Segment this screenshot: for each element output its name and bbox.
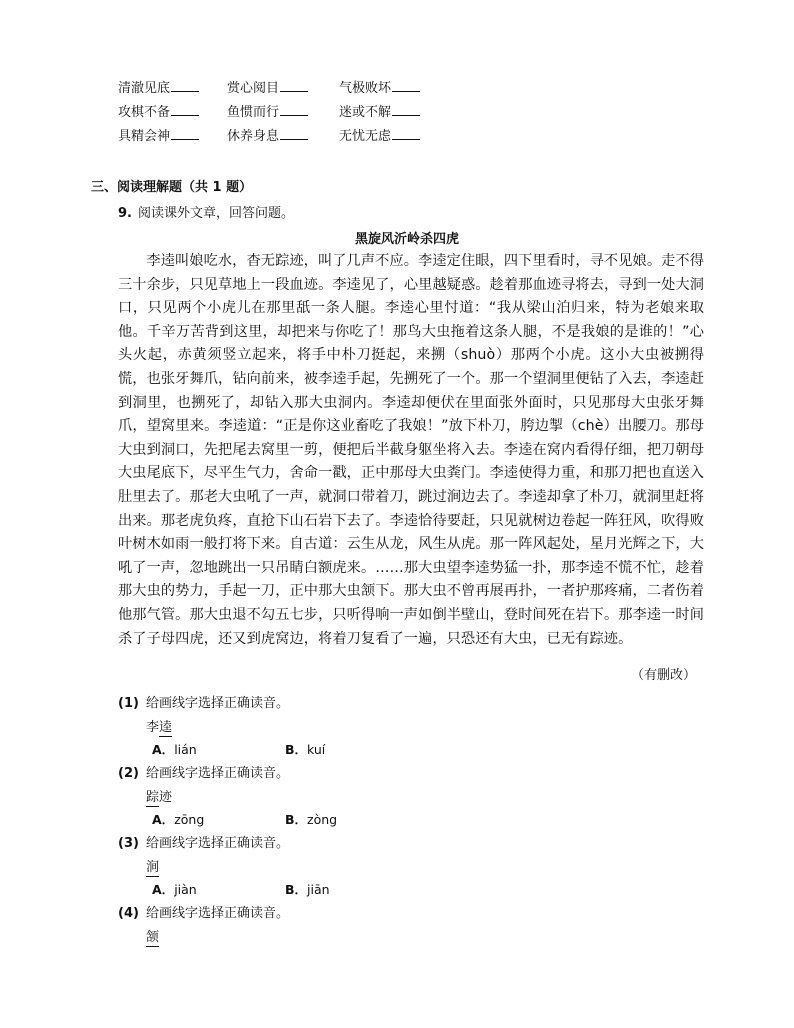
target-word [146,926,159,945]
idiom-item: 赏心阅目 [227,77,339,96]
section-heading: 三、阅读理解题（共 1 题） [91,180,253,195]
answer-blank[interactable] [171,128,199,140]
article-title-wrap [0,228,794,247]
idiom-item: 攻棋不备 [118,101,227,120]
idiom-item: 鱼惯而行 [227,101,339,120]
underlined-character: 逵 [159,720,173,735]
option-a[interactable]: A．lián [152,742,197,757]
option-b[interactable]: B．kuí [285,742,326,757]
target-word [146,786,172,805]
option-b[interactable]: B．jiān [285,882,330,897]
idiom-row [118,122,448,146]
source-note: （有删改） [630,668,696,683]
idiom-item: 迷或不解 [339,101,448,120]
option-b[interactable]: B．zòng [285,812,338,827]
answer-blank[interactable] [392,80,420,92]
question-9 [118,202,294,221]
option-a[interactable]: A．jiàn [152,882,197,897]
idiom-item: 气极败坏 [339,77,448,96]
idiom-row [118,98,448,122]
target-word [146,856,159,875]
sub-question-4: (4) 给画线字选择正确读音。 [118,906,290,921]
target-word [146,716,172,735]
options-row [152,740,418,758]
target-word-suffix: 迹 [159,790,173,805]
sub-question-1: (1) 给画线字选择正确读音。 [118,696,290,711]
answer-blank[interactable] [392,104,420,116]
answer-blank[interactable] [392,128,420,140]
sub-question-3: (3) 给画线字选择正确读音。 [118,836,290,851]
article-title: 黑旋风沂岭杀四虎 [354,232,459,247]
idiom-item: 清澈见底 [118,77,227,96]
options-row [152,810,418,828]
underlined-character: 踪 [146,790,160,805]
idiom-item: 休养身息 [227,125,339,144]
underlined-character: 涧 [146,860,160,875]
answer-blank[interactable] [280,80,308,92]
question-text: 阅读课外文章，回答问题。 [137,206,294,221]
answer-blank[interactable] [280,104,308,116]
idiom-item: 无忧无虑 [339,125,448,144]
target-word-prefix: 李 [146,720,160,735]
underlined-character: 颔 [146,930,160,945]
options-row [152,880,418,898]
idiom-row [118,74,448,98]
answer-blank[interactable] [171,80,199,92]
idiom-correction-grid [118,74,448,146]
idiom-item: 具精会神 [118,125,227,144]
answer-blank[interactable] [280,128,308,140]
option-a[interactable]: A．zōng [152,812,205,827]
article-body: 李逵叫娘吃水，杳无踪迹，叫了几声不应。李逵定住眼，四下里看时，寻不见娘。走不得三十余步，只见草地上一段血迹。李逵见了，心里越疑惑。趁着那血迹寻将去，寻到一处大洞口，只见两个小虎儿在那里舐一条人腿。李逵心里忖道：“我从梁山泊归来，特为老娘来取他。千辛万苦背到这里，却把来与你吃了！那鸟大虫拖着这条人腿，不是我娘的是谁的！”心头火起，赤黄须竖立起来，将手中朴刀挺起，来搠（shuò）那两个小虎。这小大虫被搠得慌，也张牙舞爪，钻向前来，被李逵手起，先搠死了一个。那一个望洞里便钻了入去，李逵赶到洞里，也搠死了，却钻入那大虫洞内。李逵却便伏在里面张外面时，只见那母大虫张牙舞爪，望窝里来。李逵道：“正是你这业畜吃了我娘！”放下朴刀，胯边掣（chè）出腰刀。那母大虫到洞口，先把尾去窝里一剪，便把后半截身躯坐将入去。李逵在窝内看得仔细，把刀朝母大虫尾底下，尽平生气力，舍命一戳，正中那母大虫粪门。李逵使得力重，和那刀把也直送入肚里去了。那老大虫吼了一声，就洞口带着刀，跳过涧边去了。李逵却拿了朴刀，就洞里赶将出来。那老虎负疼，直抢下山石岩下去了。李逵恰待要赶，只见就树边卷起一阵狂风，吹得败叶树木如雨一般打将下来。自古道：云生从龙，风生从虎。那一阵风起处，星月光辉之下，大吼了一声，忽地跳出一只吊睛白额虎来。……那大虫望李逵势猛一扑，那李逵不慌不忙，趁着那大虫的势力，手起一刀，正中那大虫颔下。那大虫不曾再展再扑，一者护那疼痛，二者伤着他那气管。那大虫退不勾五七步，只听得响一声如倒半壁山，登时间死在岩下。那李逵一时间杀了子母四虎，还又到虎窝边，将着刀复看了一遍，只恐还有大虫，已无有踪迹。 [118,253,704,647]
sub-question-2: (2) 给画线字选择正确读音。 [118,766,290,781]
answer-blank[interactable] [171,104,199,116]
question-number: 9. [118,206,132,221]
